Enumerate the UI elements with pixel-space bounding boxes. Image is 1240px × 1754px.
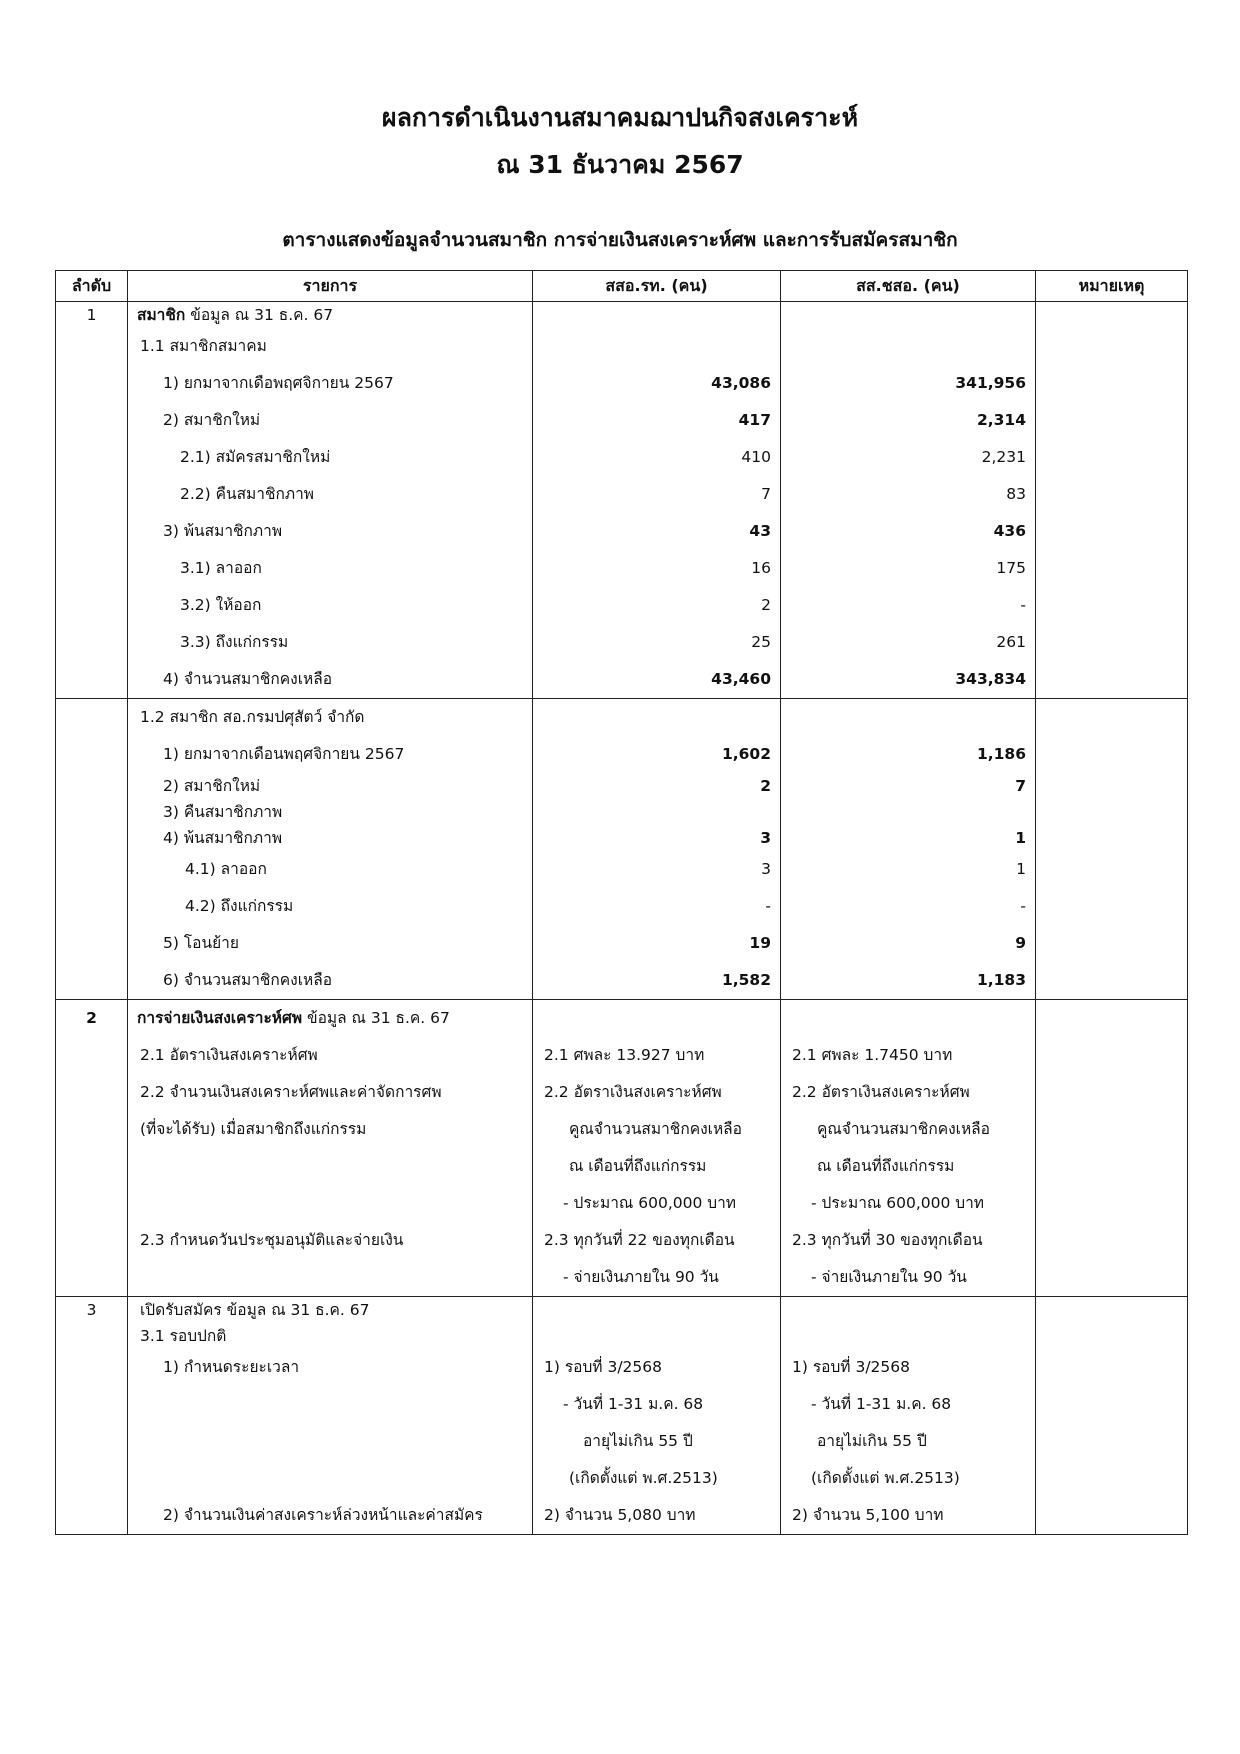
table-row (56, 661, 1188, 699)
table-row (56, 1259, 1188, 1297)
row-value-col2: - (781, 587, 1036, 624)
row-label: 1) กำหนดระยะเวลา (128, 1349, 533, 1386)
row-value-col1: 16 (533, 550, 781, 587)
row-label: 2.1 อัตราเงินสงเคราะห์ศพ (128, 1037, 533, 1074)
row-value-col2: 2.1 ศพละ 1.7450 บาท (781, 1037, 1036, 1074)
table-row (56, 1074, 1188, 1111)
row-label: 2) สมาชิกใหม่ (128, 773, 533, 799)
row-value-col1: 1,582 (533, 962, 781, 1000)
row-label (128, 302, 533, 329)
row-value-col2: 9 (781, 925, 1036, 962)
row-no: 2 (56, 1000, 128, 1038)
row-value-col1: 43,460 (533, 661, 781, 699)
table-row (56, 1349, 1188, 1386)
row-value-col2: 2.3 ทุกวันที่ 30 ของทุกเดือน (781, 1222, 1036, 1259)
row-value-col1: 1) รอบที่ 3/2568 (533, 1349, 781, 1386)
row-label: 5) โอนย้าย (128, 925, 533, 962)
table-row (56, 799, 1188, 825)
row-label: (ที่จะได้รับ) เมื่อสมาชิกถึงแก่กรรม (128, 1111, 533, 1148)
table-row (56, 624, 1188, 661)
doc-date: ณ 31 ธันวาคม 2567 (496, 150, 744, 179)
row-value-col2: คูณจำนวนสมาชิกคงเหลือ (781, 1111, 1036, 1148)
row-label: 3.3) ถึงแก่กรรม (128, 624, 533, 661)
row-value-col2: อายุไม่เกิน 55 ปี (781, 1423, 1036, 1460)
row-label: 1.1 สมาชิกสมาคม (128, 328, 533, 365)
row-label: 6) จำนวนสมาชิกคงเหลือ (128, 962, 533, 1000)
table-row (56, 476, 1188, 513)
row-value-col2: 341,956 (781, 365, 1036, 402)
header-col2: สส.ชสอ. (คน) (781, 271, 1036, 302)
table-row (56, 1423, 1188, 1460)
header-col1: สสอ.รท. (คน) (533, 271, 781, 302)
row-value-col2: - วันที่ 1-31 ม.ค. 68 (781, 1386, 1036, 1423)
row-no: 1 (56, 302, 128, 329)
row-value-col2: 2,231 (781, 439, 1036, 476)
table-row (56, 1111, 1188, 1148)
row-value-col1: 43 (533, 513, 781, 550)
row-value-col1: 2 (533, 773, 781, 799)
row-value-col1: 2.3 ทุกวันที่ 22 ของทุกเดือน (533, 1222, 781, 1259)
table-row (56, 1185, 1188, 1222)
row-value-col2: - ประมาณ 600,000 บาท (781, 1185, 1036, 1222)
table-row (56, 851, 1188, 888)
table-row (56, 513, 1188, 550)
row-label (128, 1000, 533, 1038)
row-label: 4) จำนวนสมาชิกคงเหลือ (128, 661, 533, 699)
row-value-col2: - จ่ายเงินภายใน 90 วัน (781, 1259, 1036, 1297)
table-row (56, 736, 1188, 773)
row-value-col1: - (533, 888, 781, 925)
row-value-col1: - วันที่ 1-31 ม.ค. 68 (533, 1386, 781, 1423)
row-label: 2.3 กำหนดวันประชุมอนุมัติและจ่ายเงิน (128, 1222, 533, 1259)
row-value-col2: 1 (781, 825, 1036, 851)
doc-title: ผลการดำเนินงานสมาคมฌาปนกิจสงเคราะห์ (381, 103, 859, 132)
row-value-col2: 1) รอบที่ 3/2568 (781, 1349, 1036, 1386)
section-lead-rest: ข้อมูล ณ 31 ธ.ค. 67 (302, 1009, 450, 1027)
table-row (56, 925, 1188, 962)
section-lead: สมาชิก (137, 306, 186, 324)
row-value-col1: 410 (533, 439, 781, 476)
row-value-col2: 83 (781, 476, 1036, 513)
row-value-col2: - (781, 888, 1036, 925)
section-lead-rest: ข้อมูล ณ 31 ธ.ค. 67 (185, 306, 334, 324)
row-label: 1) ยกมาจากเดือนพฤศจิกายน 2567 (128, 736, 533, 773)
row-value-col2: 175 (781, 550, 1036, 587)
row-value-col1: 2) จำนวน 5,080 บาท (533, 1497, 781, 1535)
row-label: 2.1) สมัครสมาชิกใหม่ (128, 439, 533, 476)
table-row (56, 699, 1188, 737)
row-value-col2: 7 (781, 773, 1036, 799)
row-value-col1: 3 (533, 851, 781, 888)
table-row (56, 1386, 1188, 1423)
row-value-col2: 2) จำนวน 5,100 บาท (781, 1497, 1036, 1535)
row-value-col1: 2 (533, 587, 781, 624)
row-label: 3) คืนสมาชิกภาพ (128, 799, 533, 825)
row-value-col1: 2.1 ศพละ 13.927 บาท (533, 1037, 781, 1074)
row-label: 2.2) คืนสมาชิกภาพ (128, 476, 533, 513)
row-label: 3.2) ให้ออก (128, 587, 533, 624)
row-label: 2) จำนวนเงินค่าสงเคราะห์ล่วงหน้าและค่าสมัคร (128, 1497, 533, 1535)
row-label: เปิดรับสมัคร ข้อมูล ณ 31 ธ.ค. 67 (128, 1297, 533, 1324)
table-row (56, 550, 1188, 587)
table-row (56, 1148, 1188, 1185)
row-value-col2: 261 (781, 624, 1036, 661)
table-row (56, 402, 1188, 439)
row-value-col2: 1,186 (781, 736, 1036, 773)
row-value-col1: คูณจำนวนสมาชิกคงเหลือ (533, 1111, 781, 1148)
row-label: 1) ยกมาจากเดือพฤศจิกายน 2567 (128, 365, 533, 402)
summary-table (55, 270, 1188, 1535)
table-row (56, 1000, 1188, 1038)
row-value-col1: 3 (533, 825, 781, 851)
table-header-row (56, 271, 1188, 302)
table-row (56, 825, 1188, 851)
table-row (56, 1323, 1188, 1349)
row-value-col1: 43,086 (533, 365, 781, 402)
header-item: รายการ (128, 271, 533, 302)
table-row (56, 439, 1188, 476)
header-note: หมายเหตุ (1036, 271, 1188, 302)
table-row (56, 365, 1188, 402)
section-lead: การจ่ายเงินสงเคราะห์ศพ (137, 1009, 303, 1027)
table-row (56, 328, 1188, 365)
row-value-col1: - ประมาณ 600,000 บาท (533, 1185, 781, 1222)
row-label: 1.2 สมาชิก สอ.กรมปศุสัตว์ จำกัด (128, 699, 533, 737)
row-value-col2: 436 (781, 513, 1036, 550)
row-value-col1: - จ่ายเงินภายใน 90 วัน (533, 1259, 781, 1297)
row-value-col2: 1,183 (781, 962, 1036, 1000)
row-value-col1: (เกิดตั้งแต่ พ.ศ.2513) (533, 1460, 781, 1497)
table-caption: ตารางแสดงข้อมูลจำนวนสมาชิก การจ่ายเงินสงเคราะห์ศพ และการรับสมัครสมาชิก (282, 229, 958, 251)
table-row (56, 1460, 1188, 1497)
row-label: 3.1 รอบปกติ (128, 1323, 533, 1349)
row-value-col1: 1,602 (533, 736, 781, 773)
table-row (56, 1497, 1188, 1535)
row-value-col1: อายุไม่เกิน 55 ปี (533, 1423, 781, 1460)
table-row (56, 1222, 1188, 1259)
table-row (56, 1297, 1188, 1324)
row-value-col1: 2.2 อัตราเงินสงเคราะห์ศพ (533, 1074, 781, 1111)
row-value-col1: ณ เดือนที่ถึงแก่กรรม (533, 1148, 781, 1185)
row-no: 3 (56, 1297, 128, 1324)
table-row (56, 773, 1188, 799)
row-value-col2: 2.2 อัตราเงินสงเคราะห์ศพ (781, 1074, 1036, 1111)
table-row (56, 1037, 1188, 1074)
row-value-col1: 7 (533, 476, 781, 513)
row-label: 3.1) ลาออก (128, 550, 533, 587)
table-row (56, 302, 1188, 329)
table-row (56, 888, 1188, 925)
row-value-col1: 417 (533, 402, 781, 439)
table-row (56, 587, 1188, 624)
row-label: 2) สมาชิกใหม่ (128, 402, 533, 439)
row-label: 4.1) ลาออก (128, 851, 533, 888)
row-value-col1: 19 (533, 925, 781, 962)
header-no: ลำดับ (56, 271, 128, 302)
row-label: 3) พ้นสมาชิกภาพ (128, 513, 533, 550)
table-row (56, 962, 1188, 1000)
row-value-col2: (เกิดตั้งแต่ พ.ศ.2513) (781, 1460, 1036, 1497)
row-value-col1: 25 (533, 624, 781, 661)
row-label: 4) พ้นสมาชิกภาพ (128, 825, 533, 851)
row-value-col2: 343,834 (781, 661, 1036, 699)
row-value-col2: 1 (781, 851, 1036, 888)
row-label: 4.2) ถึงแก่กรรม (128, 888, 533, 925)
row-value-col2: 2,314 (781, 402, 1036, 439)
row-value-col2: ณ เดือนที่ถึงแก่กรรม (781, 1148, 1036, 1185)
row-label: 2.2 จำนวนเงินสงเคราะห์ศพและค่าจัดการศพ (128, 1074, 533, 1111)
